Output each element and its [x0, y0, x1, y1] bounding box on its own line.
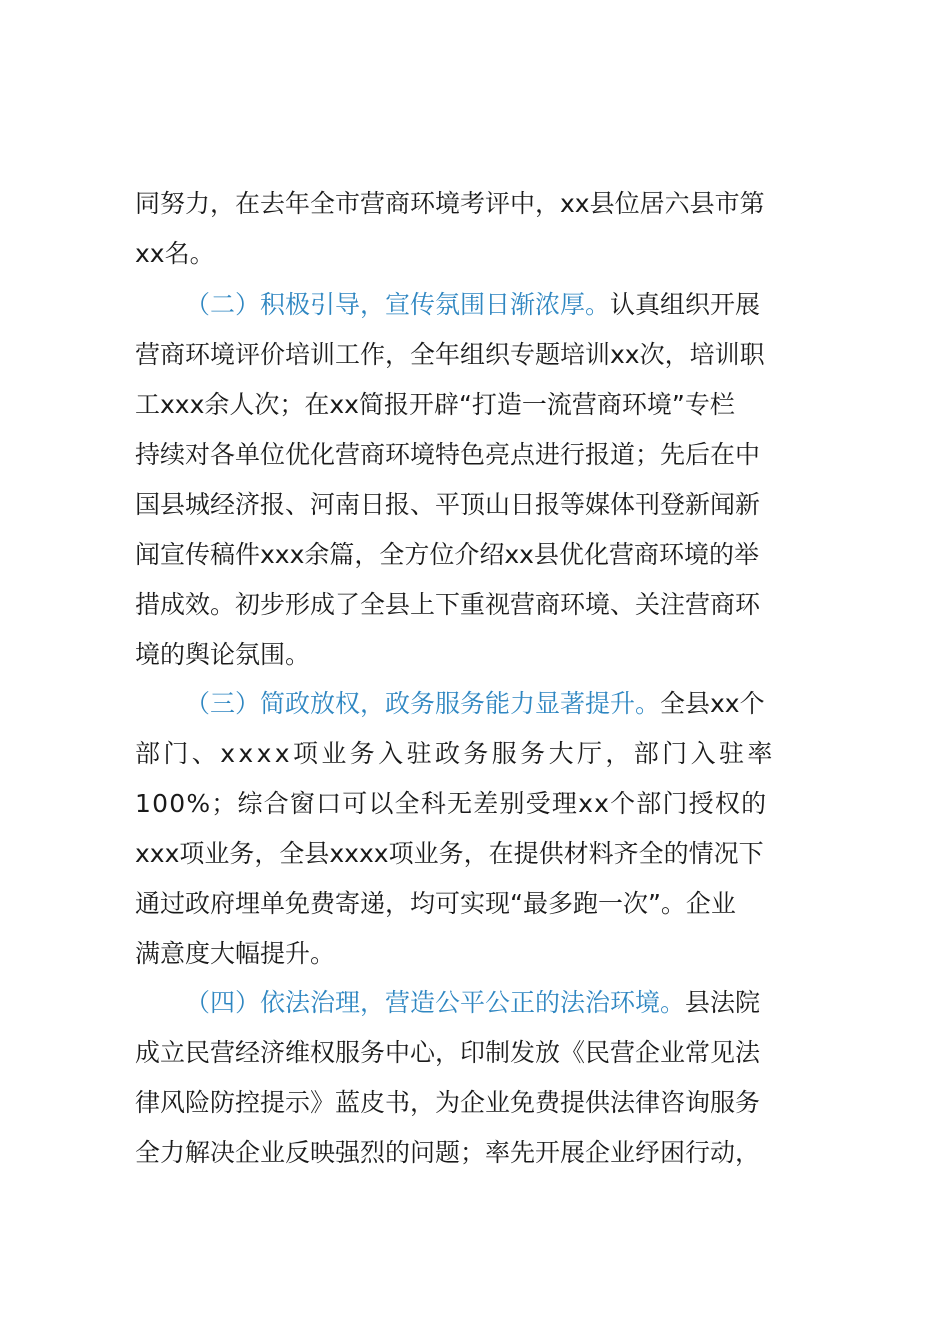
paragraph-line: 工xxx余人次；在xx简报开辟“打造一流营商环境”专栏: [135, 390, 735, 419]
paragraph-line: 律风险防控提示》蓝皮书，为企业免费提供法律咨询服务: [135, 1088, 761, 1117]
paragraph-line: 满意度大幅提升。: [135, 939, 336, 968]
paragraph-line: 国县城经济报、河南日报、平顶山日报等媒体刊登新闻新: [135, 490, 761, 519]
paragraph-line: 闻宣传稿件xxx余篇，全方位介绍xx县优化营商环境的举: [135, 540, 759, 569]
paragraph-line: 成立民营经济维权服务中心，印制发放《民营企业常见法: [135, 1038, 761, 1067]
section-2-text: 认真组织开展: [610, 290, 761, 319]
paragraph-line: 部门、xxxx项业务入驻政务服务大厅，部门入驻率: [135, 739, 776, 768]
paragraph-line: 全力解决企业反映强烈的问题；率先开展企业纾困行动，: [135, 1138, 761, 1167]
paragraph-line: xxx项业务，全县xxxx项业务，在提供材料齐全的情况下: [135, 839, 764, 868]
section-3-heading: （三）简政放权，政务服务能力显著提升。: [185, 689, 661, 718]
section-2-first-line: [185, 289, 760, 321]
paragraph-line: 境的舆论氛围。: [135, 640, 311, 669]
section-4-heading: （四）依法治理，营造公平公正的法治环境。: [185, 988, 686, 1017]
paragraph-line: 同努力，在去年全市营商环境考评中，xx县位居六县市第: [135, 189, 765, 218]
section-2-heading: （二）积极引导，宣传氛围日渐浓厚。: [185, 290, 611, 319]
paragraph-line: 措成效。初步形成了全县上下重视营商环境、关注营商环: [135, 590, 761, 619]
paragraph-line: 营商环境评价培训工作，全年组织专题培训xx次，培训职: [135, 340, 765, 369]
section-3-text: 全县xx个: [660, 689, 765, 718]
section-4-first-line: [185, 987, 760, 1019]
paragraph-line: xx名。: [135, 239, 215, 268]
paragraph-line: 100%；综合窗口可以全科无差别受理xx个部门授权的: [135, 789, 768, 818]
section-4-text: 县法院: [685, 988, 761, 1017]
paragraph-line: 通过政府埋单免费寄递，均可实现“最多跑一次”。企业: [135, 889, 736, 918]
paragraph-line: 持续对各单位优化营商环境特色亮点进行报道；先后在中: [135, 440, 761, 469]
section-3-first-line: [185, 688, 765, 720]
